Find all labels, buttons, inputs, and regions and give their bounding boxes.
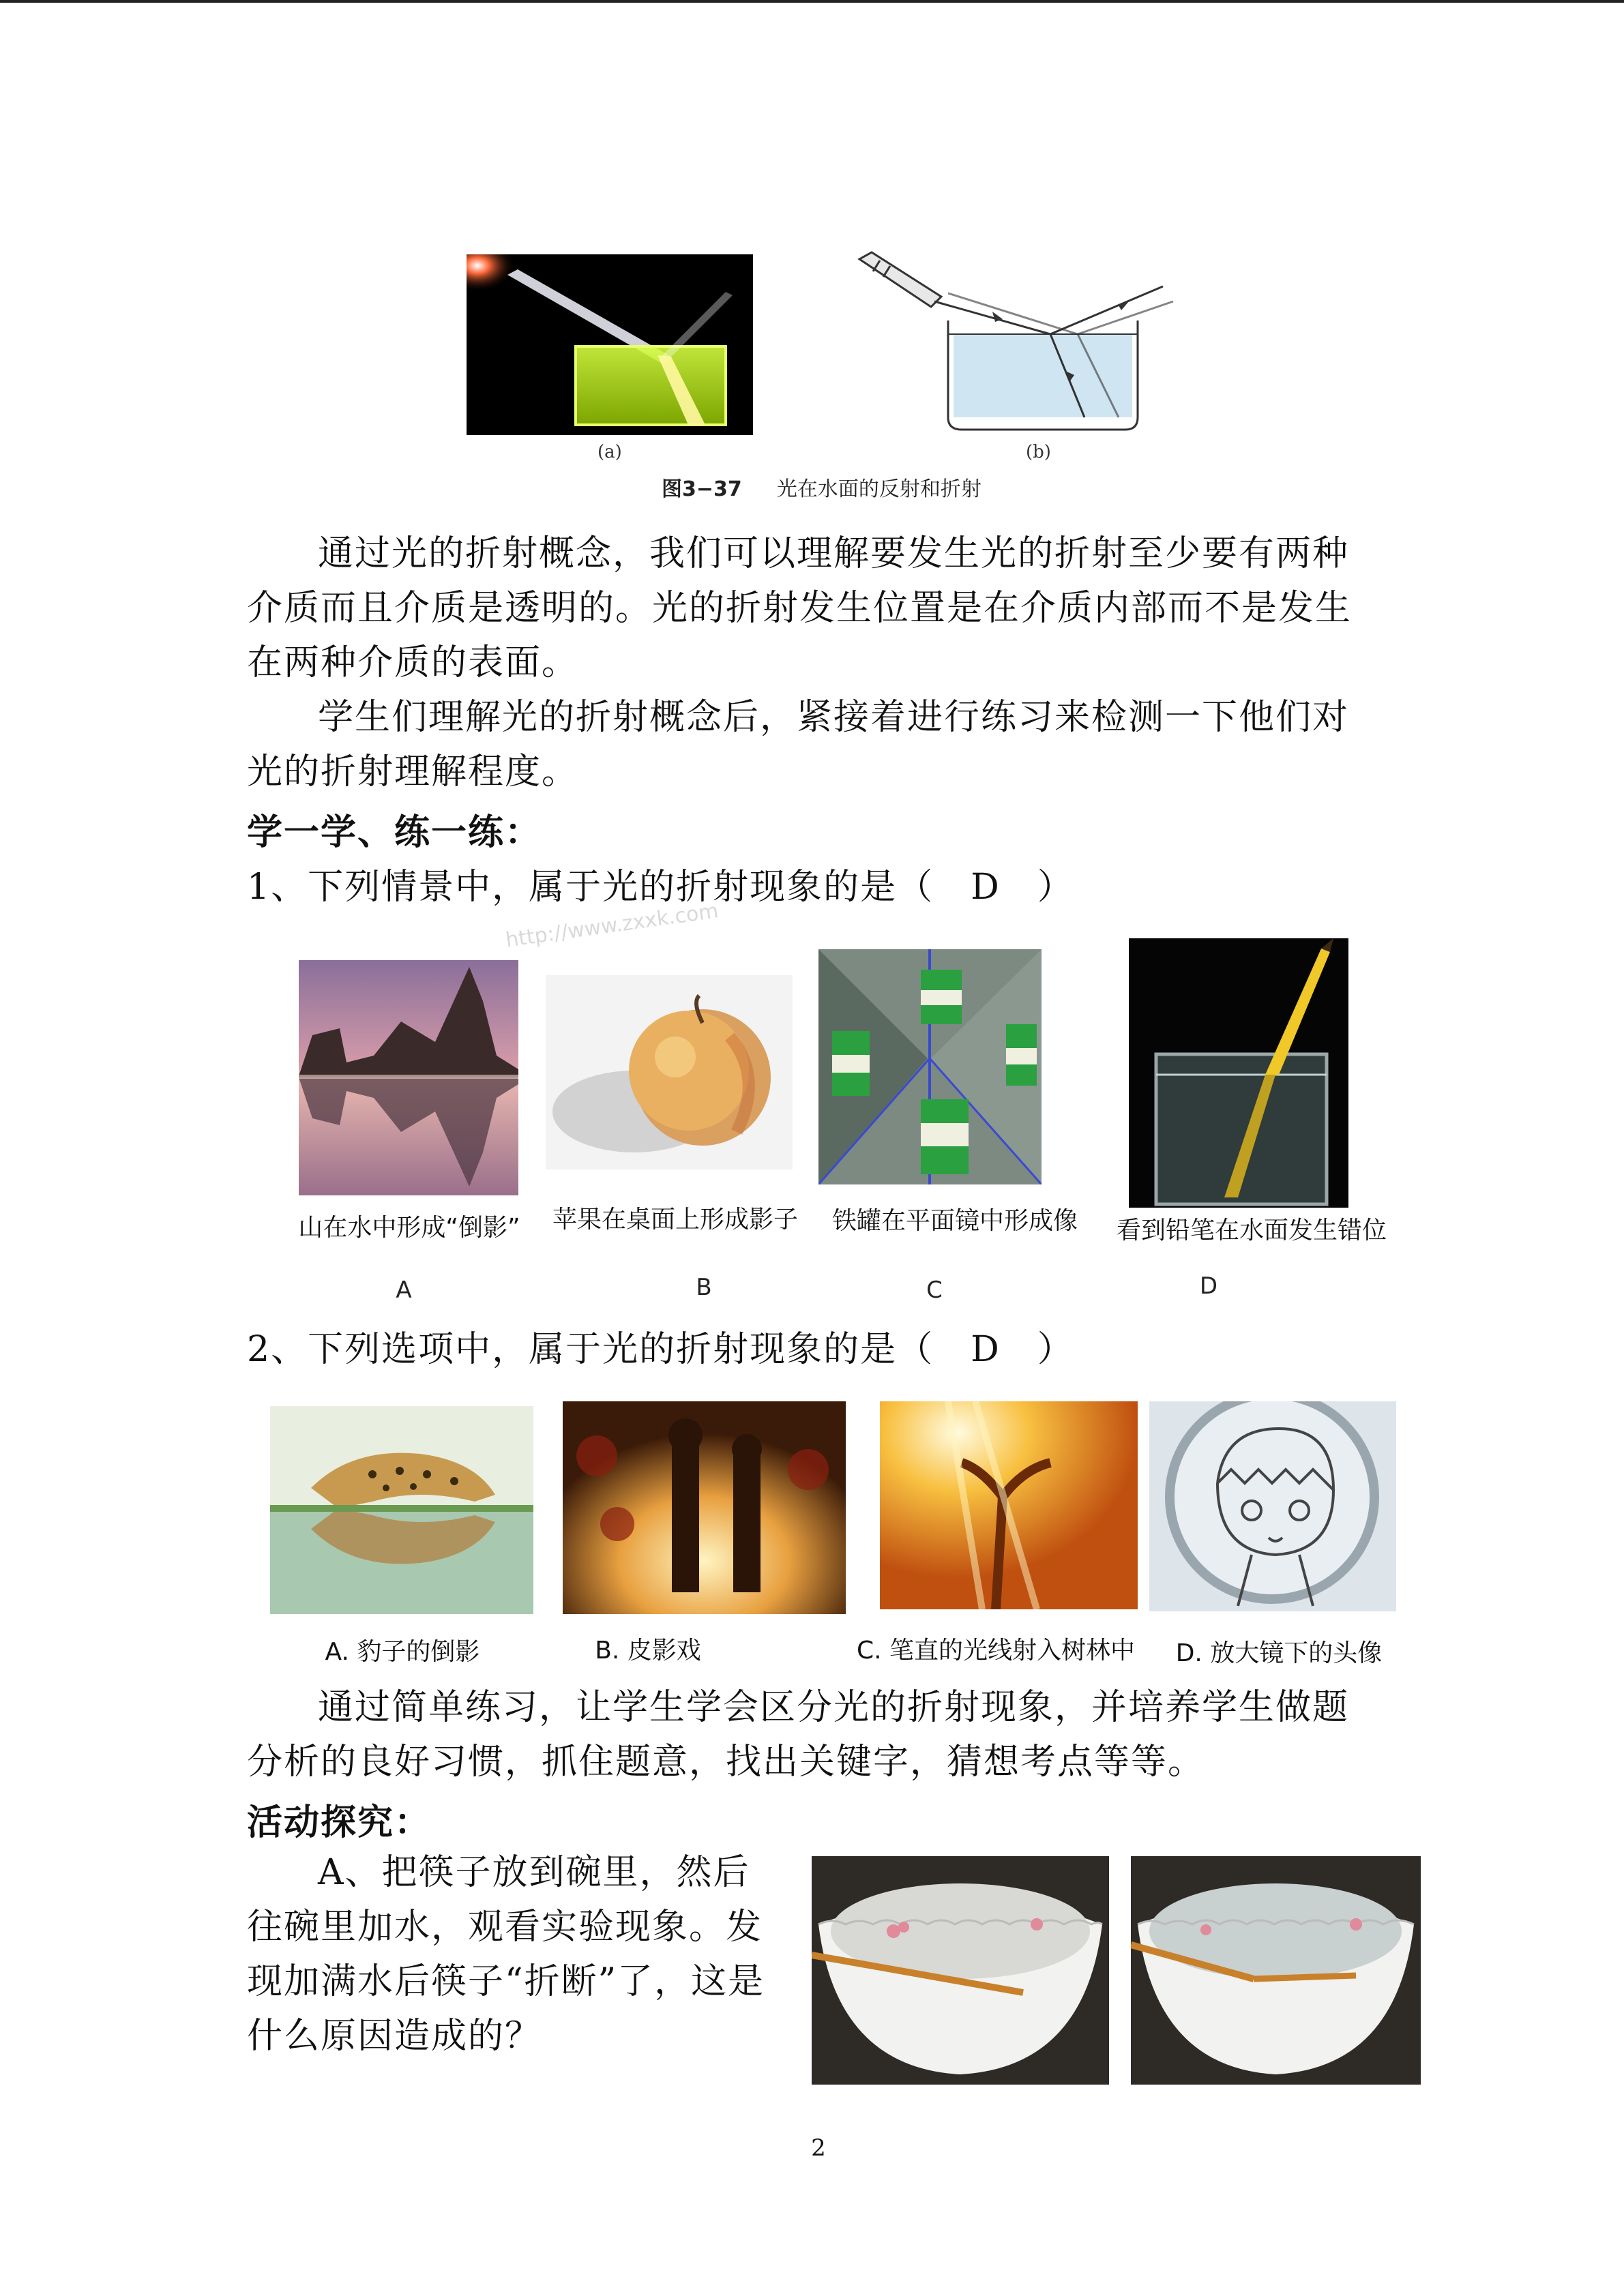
bowl-after-water-photo: [1131, 1856, 1421, 2085]
q1-option-c-caption: 铁罐在平面镜中形成像: [831, 1207, 1078, 1235]
paragraph-practice-summary: 通过简单练习，让学生学会区分光的折射现象，并培养学生做题分析的良好习惯，抓住题意，找出关键字，猜想考点等等。: [247, 1687, 1350, 1783]
heading-activity: 活动探究：: [247, 1802, 432, 1843]
paragraph-refraction-concept: 通过光的折射概念，我们可以理解要发生光的折射至少要有两种介质而且介质是透明的。光的折射发生位置是在介质内部而不是发生在两种介质的表面。: [247, 533, 1353, 683]
figure-sub-a-label: (a): [597, 442, 622, 462]
q1-option-c-photo: [818, 949, 1042, 1184]
q2-option-d-caption: D. 放大镜下的头像: [1175, 1639, 1383, 1667]
laser-tank-photo: [467, 254, 753, 435]
q1-option-c-letter: C: [926, 1277, 943, 1304]
figure-caption: [662, 472, 981, 502]
q2-option-b-caption: B. 皮影戏: [595, 1637, 701, 1665]
watermark-text: http://www.zxxk.com: [504, 899, 720, 953]
figure-caption-text: 光在水面的反射和折射: [776, 477, 981, 501]
q2-option-c-caption: C. 笔直的光线射入树林中: [856, 1637, 1136, 1665]
q2-option-a-photo: [270, 1406, 533, 1614]
bowl-before-water-photo: [812, 1856, 1109, 2085]
figure-caption-number: 图3−37: [662, 477, 742, 501]
q2-option-b-photo: [563, 1401, 846, 1614]
q2-option-d-photo: [1149, 1401, 1396, 1611]
paragraph-chopstick-experiment: A、把筷子放到碗里，然后往碗里加水，观看实验现象。发现加满水后筷子“折断”了，这是什么原因造成的？: [247, 1852, 765, 2057]
q1-option-d-letter: D: [1199, 1272, 1218, 1300]
q1-option-d-caption: 看到铅笔在水面发生错位: [1116, 1217, 1387, 1244]
q2-option-c-photo: [880, 1401, 1138, 1609]
q1-option-a-letter: A: [396, 1277, 412, 1304]
question-2-text: 2、下列选项中，属于光的折射现象的是（ D ）: [247, 1329, 1074, 1370]
q1-option-d-photo: [1129, 938, 1348, 1208]
q1-option-b-caption: 苹果在桌面上形成影子: [552, 1206, 799, 1234]
q1-option-a-photo: [299, 960, 518, 1195]
page-number: 2: [811, 2134, 826, 2162]
q2-option-a-caption: A. 豹子的倒影: [325, 1638, 480, 1666]
q1-option-b-photo: [546, 975, 793, 1169]
figure-sub-b-label: (b): [1026, 442, 1051, 462]
q1-option-b-letter: B: [696, 1274, 712, 1301]
paragraph-practice-intro: 学生们理解光的折射概念后，紧接着进行练习来检测一下他们对光的折射理解程度。: [247, 697, 1350, 792]
heading-practice: 学一学、练一练：: [247, 812, 542, 853]
question-1-text: 1、下列情景中，属于光的折射现象的是（ D ）: [247, 867, 1074, 908]
refraction-diagram: [853, 245, 1180, 436]
q1-option-a-caption: 山在水中形成“倒影”: [298, 1214, 520, 1242]
top-border: [0, 0, 1624, 3]
